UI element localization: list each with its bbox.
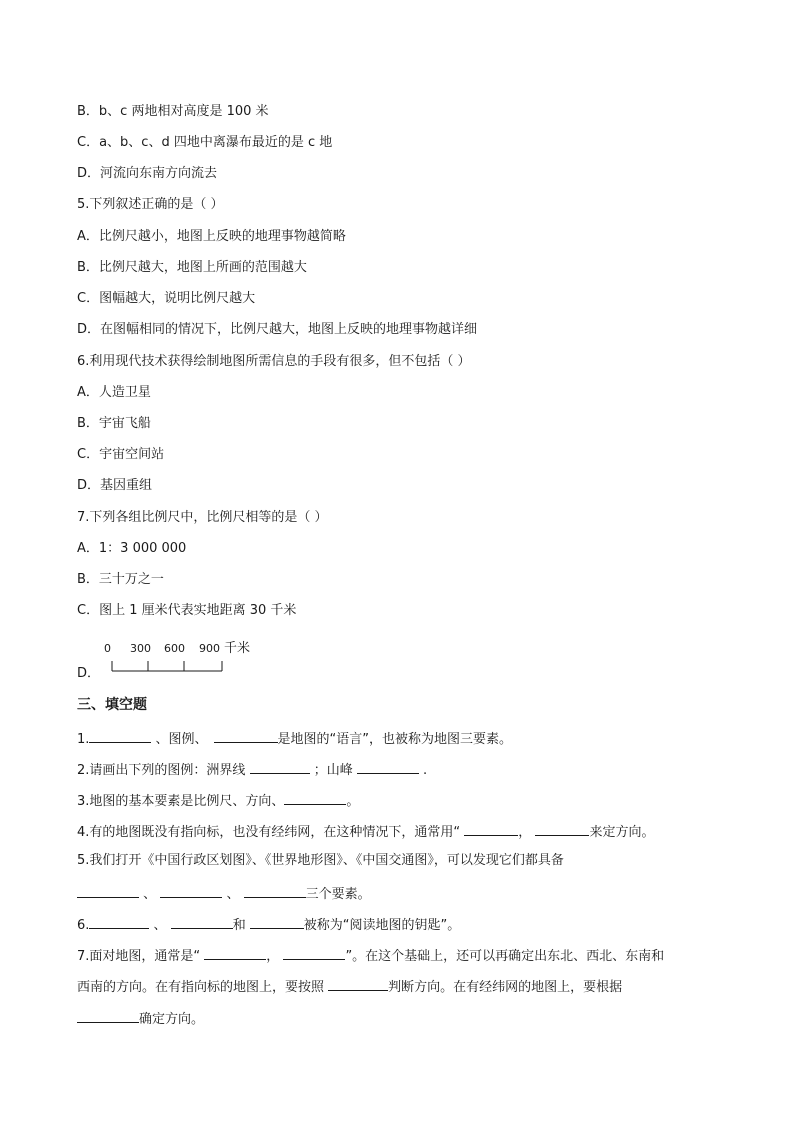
answer-blank[interactable] bbox=[77, 1008, 139, 1023]
fill-q2 bbox=[77, 759, 427, 780]
answer-blank[interactable] bbox=[89, 914, 149, 929]
answer-blank[interactable] bbox=[284, 790, 346, 805]
scale-tick-900: 900 bbox=[199, 642, 220, 655]
section-title: 三、填空题 bbox=[77, 697, 147, 713]
q4-option-d: D．河流向东南方向流去 bbox=[77, 166, 218, 181]
line-scale-bar bbox=[104, 640, 264, 674]
q7-option-b: B．三十万之一 bbox=[77, 572, 164, 587]
q6-stem: 6.利用现代技术获得绘制地图所需信息的手段有很多，但不包括（ ） bbox=[77, 354, 471, 369]
fill-q5-text: 5.我们打开《中国行政区划图》、《世界地形图》、《中国交通图》，可以发现它们都具备 bbox=[77, 853, 564, 868]
scale-unit: 千米 bbox=[224, 641, 251, 656]
answer-blank[interactable] bbox=[283, 945, 345, 960]
fill-q1-text: 、图例、 bbox=[151, 732, 208, 747]
fill-q6-text: 、 bbox=[153, 918, 167, 933]
fill-q2-text: 2.请画出下列的图例：洲界线 bbox=[77, 763, 246, 778]
fill-q1-text: 是地图的“语言”，也被称为地图三要素。 bbox=[277, 732, 513, 747]
answer-blank[interactable] bbox=[244, 883, 306, 898]
fill-q4-text: ， bbox=[518, 825, 532, 840]
fill-q5 bbox=[77, 852, 564, 870]
answer-blank[interactable] bbox=[250, 759, 310, 774]
answer-blank[interactable] bbox=[89, 728, 151, 743]
q5-option-c: C．图幅越大，说明比例尺越大 bbox=[77, 291, 256, 306]
fill-q6-text: 和 bbox=[232, 918, 246, 933]
answer-blank[interactable] bbox=[535, 821, 589, 836]
scale-tick-300: 300 bbox=[130, 642, 151, 655]
fill-q7-cont bbox=[77, 976, 622, 997]
fill-q4-text: 4.有的地图既没有指向标，也没有经纬网，在这种情况下，通常用“ bbox=[77, 825, 461, 840]
fill-q7-text: ”。在这个基础上，还可以再确定出东北、西北、东南和 bbox=[345, 949, 665, 964]
answer-blank[interactable] bbox=[357, 759, 419, 774]
fill-q5-text: 三个要素。 bbox=[305, 887, 371, 902]
fill-q7-text: 7.面对地图，通常是“ bbox=[77, 949, 201, 964]
fill-q3 bbox=[77, 790, 359, 811]
fill-q7-text: ， bbox=[266, 949, 280, 964]
fill-q6-text: 6. bbox=[77, 918, 90, 933]
fill-q5-text: 、 bbox=[143, 887, 157, 902]
q4-option-c: C．a、b、c、d 四地中离瀑布最近的是 c 地 bbox=[77, 135, 333, 150]
answer-blank[interactable] bbox=[250, 914, 304, 929]
fill-q6 bbox=[77, 914, 460, 935]
q5-option-d: D．在图幅相同的情况下，比例尺越大，地图上反映的地理事物越详细 bbox=[77, 322, 478, 337]
q6-option-a: A．人造卫星 bbox=[77, 385, 151, 400]
q7-option-d-label: D． bbox=[77, 666, 101, 681]
fill-q2-text: . bbox=[422, 763, 428, 778]
q7-option-c: C．图上 1 厘米代表实地距离 30 千米 bbox=[77, 603, 297, 618]
fill-q4-text: 来定方向。 bbox=[589, 825, 655, 840]
answer-blank[interactable] bbox=[328, 976, 388, 991]
answer-blank[interactable] bbox=[464, 821, 518, 836]
fill-q4 bbox=[77, 821, 654, 842]
fill-q6-text: 被称为“阅读地图的钥匙”。 bbox=[303, 918, 461, 933]
fill-q7-text: 判断方向。在有经纬网的地图上，要根据 bbox=[388, 980, 623, 995]
fill-q1 bbox=[77, 728, 512, 749]
q5-stem: 5.下列叙述正确的是（ ） bbox=[77, 197, 224, 212]
fill-q3-text: 。 bbox=[346, 794, 360, 809]
fill-q5-cont bbox=[77, 883, 371, 904]
q5-option-a: A．比例尺越小，地图上反映的地理事物越简略 bbox=[77, 229, 346, 244]
answer-blank[interactable] bbox=[204, 945, 266, 960]
q6-option-c: C．宇宙空间站 bbox=[77, 447, 165, 462]
q7-option-a: A．1：3 000 000 bbox=[77, 541, 187, 556]
answer-blank[interactable] bbox=[160, 883, 222, 898]
fill-q3-text: 3.地图的基本要素是比例尺、方向、 bbox=[77, 794, 285, 809]
q4-option-b: B．b、c 两地相对高度是 100 米 bbox=[77, 104, 269, 119]
scale-tick-0: 0 bbox=[104, 642, 111, 655]
fill-q7 bbox=[77, 945, 664, 966]
fill-q7-text: 确定方向。 bbox=[139, 1012, 205, 1027]
answer-blank[interactable] bbox=[171, 914, 233, 929]
q6-option-d: D．基因重组 bbox=[77, 478, 153, 493]
fill-q2-text: ；山峰 bbox=[313, 763, 353, 778]
answer-blank[interactable] bbox=[77, 883, 139, 898]
answer-blank[interactable] bbox=[214, 728, 278, 743]
q5-option-b: B．比例尺越大，地图上所画的范围越大 bbox=[77, 260, 307, 275]
fill-q5-text: 、 bbox=[226, 887, 240, 902]
fill-q7-text: 西南的方向。在有指向标的地图上，要按照 bbox=[77, 980, 325, 995]
fill-q1-text: 1. bbox=[77, 732, 90, 747]
scale-tick-600: 600 bbox=[164, 642, 185, 655]
fill-q7-cont2 bbox=[77, 1008, 204, 1029]
q7-stem: 7.下列各组比例尺中，比例尺相等的是（ ） bbox=[77, 510, 328, 525]
q6-option-b: B．宇宙飞船 bbox=[77, 416, 151, 431]
